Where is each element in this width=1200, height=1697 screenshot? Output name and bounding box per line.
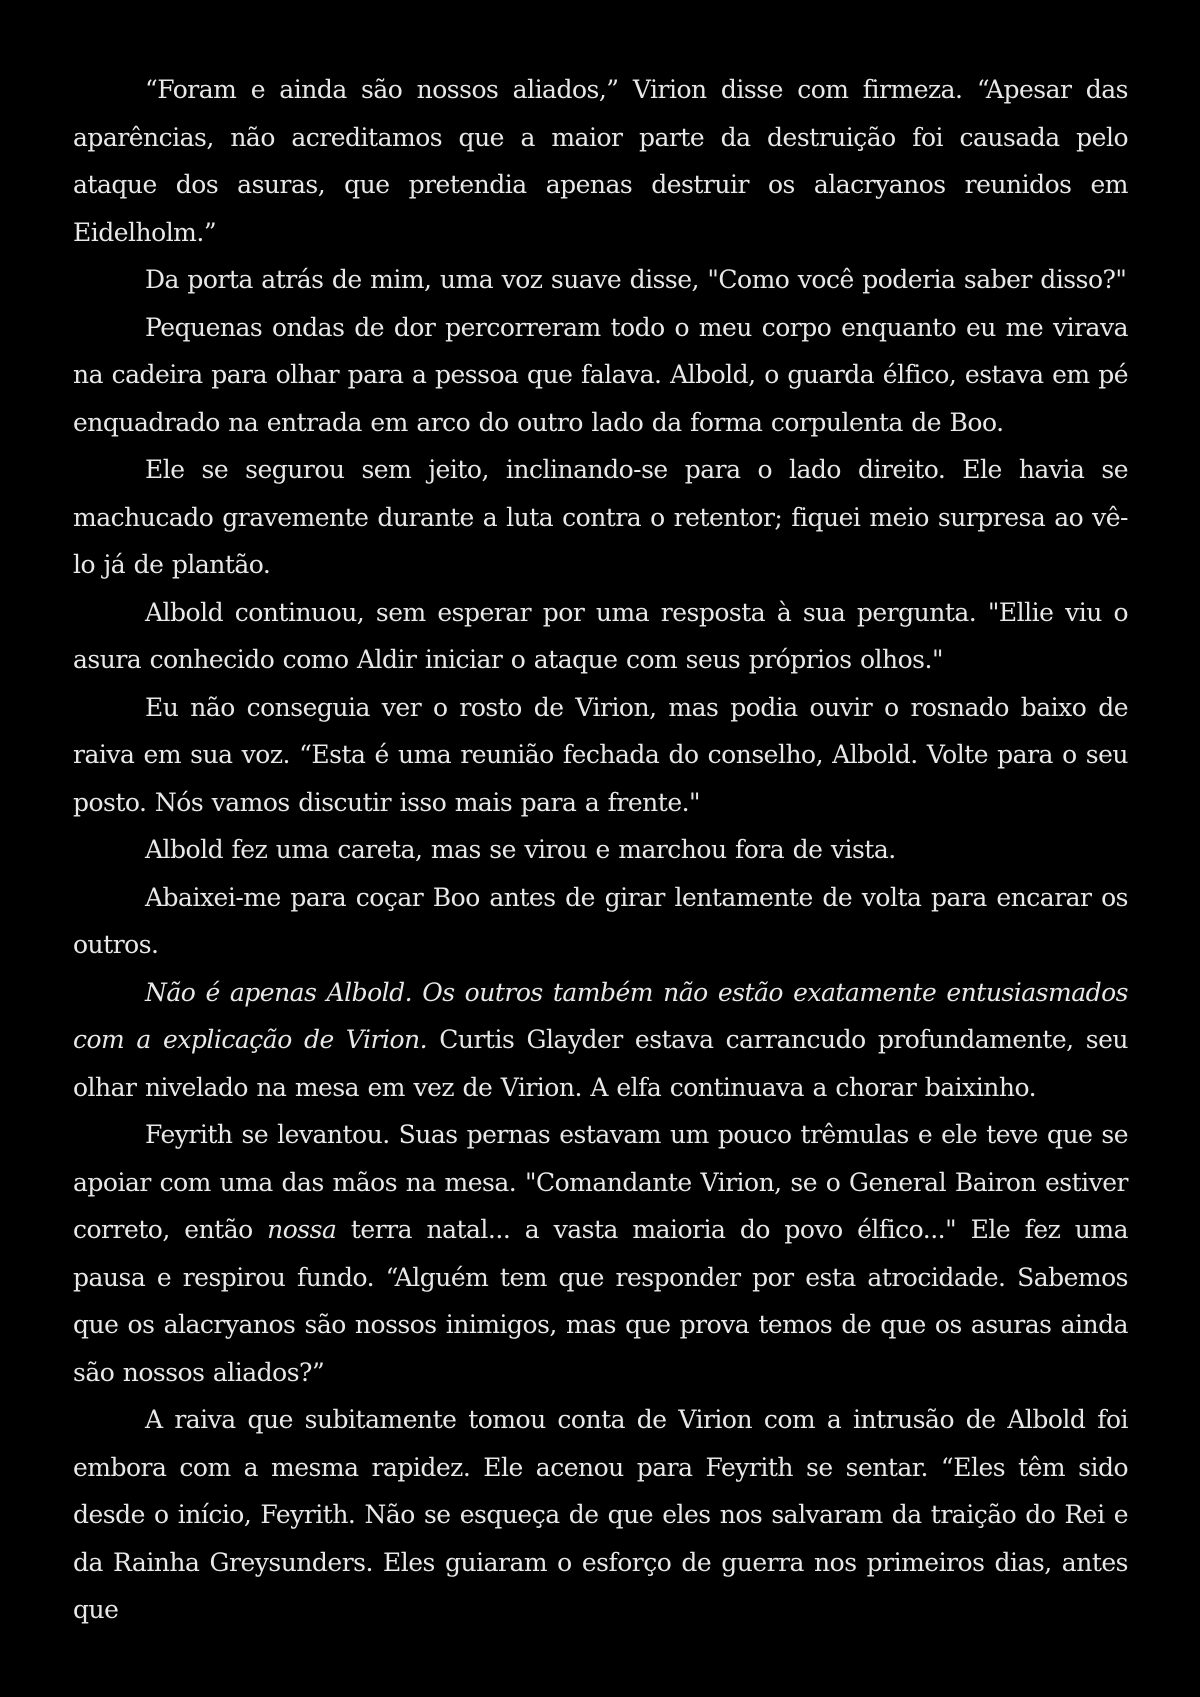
- text-segment: “Foram e ainda são nossos aliados,” Virion disse com firmeza. “Apesar das aparências, não acreditamos que a maior parte da destruição foi causada pelo ataque dos asuras, que pretendia apenas destruir os alacryanos reunidos em Eidelholm.”: [73, 75, 1128, 247]
- italic-text-segment: Não é apenas Albold. Os outros também não estão exatamente entusiasmados com a explicação de Virion.: [73, 977, 1128, 1054]
- text-segment: A raiva que subitamente tomou conta de Virion com a intrusão de Albold foi embora com a mesma rapidez. Ele acenou para Feyrith se sentar. “Eles têm sido desde o início, Feyrith. Não se esqueça de que eles nos salvaram da traição do Rei e da Rainha Greysunders. Eles guiaram o esforço de guerra nos primeiros dias, antes que: [73, 1405, 1128, 1624]
- text-segment: Da porta atrás de mim, uma voz suave disse, "Como você poderia saber disso?": [145, 265, 1127, 294]
- paragraph: [73, 969, 1128, 1112]
- text-segment: Curtis Glayder estava carrancudo profundamente, seu olhar nivelado na mesa em vez de Virion. A elfa continuava a chorar baixinho.: [73, 1025, 1128, 1102]
- text-segment: Albold fez uma careta, mas se virou e marchou fora de vista.: [145, 835, 896, 864]
- paragraph: [73, 66, 1128, 256]
- text-segment: Feyrith se levantou. Suas pernas estavam um pouco trêmulas e ele teve que se apoiar com uma das mãos na mesa. "Comandante Virion, se o General Bairon estiver correto, então: [73, 1120, 1128, 1244]
- paragraph: [73, 826, 1128, 874]
- paragraph: [73, 256, 1128, 304]
- text-segment: Albold continuou, sem esperar por uma resposta à sua pergunta. "Ellie viu o asura conhecido como Aldir iniciar o ataque com seus próprios olhos.": [73, 597, 1128, 674]
- text-segment: Pequenas ondas de dor percorreram todo o meu corpo enquanto eu me virava na cadeira para olhar para a pessoa que falava. Albold, o guarda élfico, estava em pé enquadrado na entrada em arco do outro lado da forma corpulenta de Boo.: [73, 312, 1128, 437]
- paragraph: [73, 589, 1128, 684]
- paragraph: [73, 1111, 1128, 1396]
- text-segment: Abaixei-me para coçar Boo antes de girar lentamente de volta para encarar os outros.: [73, 882, 1128, 959]
- text-segment: Eu não conseguia ver o rosto de Virion, mas podia ouvir o rosnado baixo de raiva em sua voz. “Esta é uma reunião fechada do conselho, Albold. Volte para o seu posto. Nós vamos discutir isso mais para a frente.": [73, 692, 1128, 817]
- paragraph: [73, 1396, 1128, 1634]
- paragraph: [73, 874, 1128, 969]
- book-page: [73, 66, 1128, 1634]
- paragraph: [73, 304, 1128, 447]
- text-segment: terra natal... a vasta maioria do povo élfico..." Ele fez uma pausa e respirou fundo. “Alguém tem que responder por esta atrocidade. Sabemos que os alacryanos são nossos inimigos, mas que prova temos de que os asuras ainda são nossos aliados?”: [73, 1215, 1129, 1387]
- italic-text-segment: nossa: [267, 1215, 337, 1244]
- text-segment: Ele se segurou sem jeito, inclinando-se para o lado direito. Ele havia se machucado gravemente durante a luta contra o retentor; fiquei meio surpresa ao vê-lo já de plantão.: [73, 455, 1128, 579]
- paragraph: [73, 684, 1128, 827]
- paragraph: [73, 446, 1128, 589]
